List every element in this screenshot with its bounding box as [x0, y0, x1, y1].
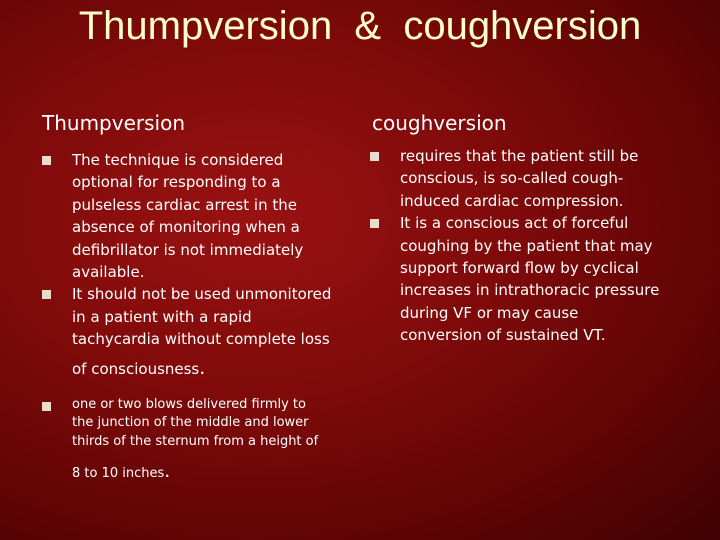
- bullet-line: of consciousness: [72, 359, 200, 378]
- square-bullet-icon: [42, 156, 51, 165]
- left-bullet-list: [42, 149, 362, 494]
- bullet-line: thirds of the sternum from a height of: [72, 433, 319, 449]
- bullet-line: 8 to 10 inches: [72, 466, 165, 482]
- bullet-line: one or two blows delivered firmly to: [72, 396, 306, 412]
- bullet-line: support forward flow by cyclical: [400, 259, 639, 278]
- bullet-end-mark: .: [199, 356, 206, 379]
- bullet-line: The technique is considered: [72, 151, 284, 169]
- bullet-line: defibrillator is not immediately: [72, 240, 304, 259]
- right-column-heading: coughversion: [372, 111, 507, 135]
- square-bullet-icon: [370, 152, 379, 161]
- bullet-line: conversion of sustained VT.: [400, 326, 606, 345]
- left-bullet-item: [42, 283, 362, 385]
- bullet-line: available.: [72, 263, 145, 282]
- left-bullet-item: [42, 149, 362, 283]
- bullet-end-mark: .: [164, 460, 171, 483]
- bullet-line: tachycardia without complete loss: [72, 330, 330, 349]
- bullet-line: requires that the patient still be: [400, 147, 639, 165]
- right-bullet-item: [370, 212, 680, 346]
- bullet-line: the junction of the middle and lower: [72, 415, 309, 431]
- bullet-line: increases in intrathoracic pressure: [400, 281, 660, 300]
- bullet-line: optional for responding to a: [72, 173, 281, 192]
- right-bullet-item: [370, 145, 680, 212]
- square-bullet-icon: [370, 219, 379, 228]
- bullet-line: in a patient with a rapid: [72, 307, 252, 326]
- bullet-line: coughing by the patient that may: [400, 236, 653, 255]
- bullet-line: induced cardiac compression.: [400, 191, 624, 210]
- bullet-line: during VF or may cause: [400, 303, 579, 322]
- bullet-line: conscious, is so-called cough-: [400, 169, 624, 188]
- slide-title: Thumpversion & coughversion: [78, 4, 642, 48]
- bullet-line: pulseless cardiac arrest in the: [72, 195, 297, 214]
- left-column-heading: Thumpversion: [42, 111, 185, 135]
- square-bullet-icon: [42, 402, 51, 411]
- right-bullet-list: [370, 145, 680, 347]
- bullet-line: absence of monitoring when a: [72, 218, 300, 237]
- bullet-line: It should not be used unmonitored: [72, 285, 332, 304]
- bullet-line: It is a conscious act of forceful: [400, 214, 629, 233]
- square-bullet-icon: [42, 290, 51, 299]
- left-bullet-item: [42, 396, 362, 495]
